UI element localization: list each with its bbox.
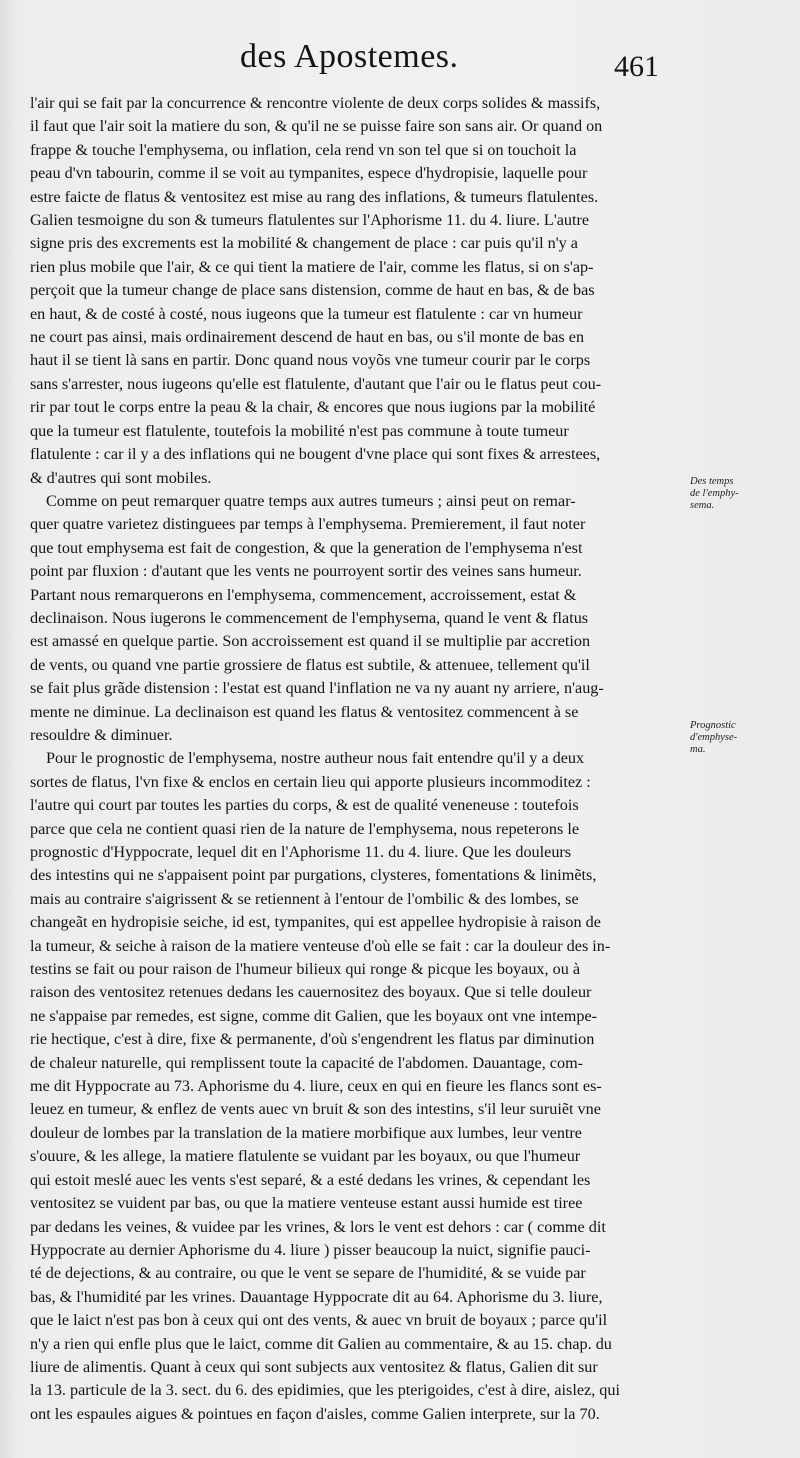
margin-note-line: sema. <box>690 500 715 511</box>
margin-note-line: de l'emphy- <box>690 488 739 499</box>
text-line: l'autre qui court par toutes les parties du corps, & est de qualité veneneuse : toutefois <box>30 796 579 815</box>
text-line: testins se fait ou pour raison de l'humeur bilieux qui ronge & picque les boyaux, ou à <box>30 960 581 979</box>
text-line: té de dejections, & au contraire, ou que le vent se separe de l'humidité, & se vuide par <box>30 1264 586 1283</box>
text-line: sortes de flatus, l'vn fixe & enclos en certain lieu qui apporte plusieurs incommoditez : <box>30 772 591 791</box>
text-line: Partant nous remarquerons en l'emphysema, commencement, accroissement, estat & <box>30 585 577 604</box>
paragraph <box>30 747 685 1426</box>
margin-note-line: Prognostic <box>690 720 736 731</box>
margin-note-line: Des temps <box>690 476 734 487</box>
text-line: mente ne diminue. La declinaison est quand les flatus & ventositez commencent à se <box>30 702 579 721</box>
text-line: de vents, ou quand vne partie grossiere de flatus est subtile, & attenuee, tellement qu'il <box>30 655 590 674</box>
text-line: que tout emphysema est fait de congestion, & que la generation de l'emphysema n'est <box>30 538 583 557</box>
body-text <box>30 92 685 1426</box>
text-line: l'air qui se fait par la concurrence & rencontre violente de deux corps solides & massifs, <box>30 94 601 112</box>
text-line: que la tumeur est flatulente, toutefois la mobilité n'est pas commune à toute tumeur <box>30 421 569 440</box>
text-line: que le laict n'est pas bon à ceux qui ont des vents, & auec vn bruit de boyaux ; parce qu'il <box>30 1311 608 1330</box>
page-number: 461 <box>614 50 659 83</box>
text-line: Galien tesmoigne du son & tumeurs flatulentes sur l'Aphorisme 11. du 4. liure. L'autre <box>30 211 590 230</box>
paragraph <box>30 490 685 747</box>
text-line: leuez en tumeur, & enflez de vents auec vn bruit & son des intestins, s'il leur suruiẽt vne <box>30 1100 601 1119</box>
text-line: ne s'appaise par remedes, est signe, comme dit Galien, que les boyaux ont vne intempe- <box>30 1006 598 1025</box>
margin-note-temps <box>690 476 798 512</box>
text-line: rien plus mobile que l'air, & ce qui tient la matiere de l'air, comme les flatus, si on s'ap- <box>30 257 594 276</box>
text-line: qui estoit meslé auec les vents s'est separé, & a esté dedans les vrines, & cependant les <box>30 1170 591 1189</box>
text-line: & d'autres qui sont mobiles. <box>30 468 212 487</box>
text-line: n'y a rien qui enfle plus que le laict, comme dit Galien au commentaire, & au 15. chap. du <box>30 1334 612 1353</box>
text-line: par dedans les veines, & vuidee par les vrines, & lors le vent est dehors : car ( comme dit <box>30 1217 606 1236</box>
margin-note-line: ma. <box>690 744 706 755</box>
text-line: se fait plus grãde distension : l'estat est quand l'inflation ne va ny auant ny arriere, n'aug- <box>30 679 604 698</box>
text-line: signe pris des excrements est la mobilité & changement de place : car puis qu'il n'y a <box>30 234 578 253</box>
text-line: point par fluxion : d'autant que les vents ne pourroyent sortir des veines sans humeur. <box>30 562 582 581</box>
paragraph <box>30 92 685 490</box>
text-line: raison des ventositez retenues dedans les cauernositez des boyaux. Que si telle douleur <box>30 983 592 1002</box>
margin-note-prognostic <box>690 720 798 756</box>
text-line: frappe & touche l'emphysema, ou inflation, cela rend vn son tel que si on touchoit la <box>30 140 577 159</box>
text-line: resouldre & diminuer. <box>30 725 173 744</box>
text-line: mais au contraire s'aigrissent & se retiennent à l'entour de l'ombilic & des lombes, se <box>30 889 579 908</box>
text-line: s'ouure, & les allege, la matiere flatulente se vuidant par les boyaux, ou que l'humeur <box>30 1147 581 1166</box>
text-line: ont les espaules aigues & pointues en façon d'aisles, comme Galien interprete, sur la 70. <box>30 1404 600 1423</box>
text-line: la tumeur, & seiche à raison de la matiere venteuse d'où elle se fait : car la douleur des in- <box>30 936 611 955</box>
text-line: perçoit que la tumeur change de place sans distension, comme de haut en bas, & de bas <box>30 281 595 300</box>
text-line: ne court pas ainsi, mais ordinairement descend de haut en bas, ou s'il monte de bas en <box>30 328 585 347</box>
text-line: de chaleur naturelle, qui remplissent toute la capacité de l'abdomen. Dauantage, com- <box>30 1053 584 1072</box>
text-line: rie hectique, c'est à dire, fixe & permanente, d'où s'engendrent les flatus par diminution <box>30 1030 595 1049</box>
text-line: rir par tout le corps entre la peau & la chair, & encores que nous iugions par la mobilité <box>30 398 596 417</box>
text-line: estre faicte de flatus & ventositez est mise au rang des inflations, & tumeurs flatulentes. <box>30 187 599 206</box>
text-line: parce que cela ne contient quasi rien de la nature de l'emphysema, nous repeterons le <box>30 819 580 838</box>
text-line: il faut que l'air soit la matiere du son, & qu'il ne se puisse faire son sans air. Or quand on <box>30 117 603 136</box>
text-line: quer quatre varietez distinguees par temps à l'emphysema. Premierement, il faut noter <box>30 515 586 534</box>
text-line: ventositez se vuident par bas, ou que la matiere venteuse estant aussi humide est tiree <box>30 1194 583 1213</box>
text-line: des intestins qui ne s'appaisent point par purgations, clysteres, fomentations & linimẽts, <box>30 866 597 885</box>
text-line: Hyppocrate au dernier Aphorisme du 4. liure ) pisser beaucoup la nuict, signifie pauci- <box>30 1240 591 1259</box>
page-header <box>240 38 710 88</box>
text-line: changeãt en hydropisie seiche, id est, tympanites, qui est appellee hydropisie à raison de <box>30 913 601 932</box>
text-line: est amassé en quelque partie. Son accroissement est quand il se multiplie par accretion <box>30 632 591 651</box>
text-line: liure de alimentis. Quant à ceux qui sont subjects aux ventositez & flatus, Galien dit sur <box>30 1357 598 1376</box>
text-line: prognostic d'Hyppocrate, lequel dit en l'Aphorisme 11. du 4. liure. Que les douleurs <box>30 843 572 861</box>
margin-note-line: d'emphyse- <box>690 732 738 743</box>
text-line: haut il se tient là sans en partir. Donc quand nous voyõs vne tumeur courir par le corps <box>30 351 591 370</box>
text-line: me dit Hyppocrate au 73. Aphorisme du 4. liure, ceux en qui en fieure les flancs sont es- <box>30 1077 602 1096</box>
text-line: Comme on peut remarquer quatre temps aux autres tumeurs ; ainsi peut on remar- <box>46 491 576 510</box>
text-line: la 13. particule de la 3. sect. du 6. des epidimies, que les pterigoides, c'est à dire, aislez, qui <box>30 1381 620 1400</box>
text-line: sans s'arrester, nous iugeons qu'elle est flatulente, d'autant que l'air ou le flatus peut cou- <box>30 374 602 393</box>
text-line: Pour le prognostic de l'emphysema, nostre autheur nous fait entendre qu'il y a deux <box>46 749 585 768</box>
text-line: peau d'vn tabourin, comme il se voit au tympanites, espece d'hydropisie, laquelle pour <box>30 164 588 183</box>
text-line: en haut, & de costé à costé, nous iugeons que la tumeur est flatulente : car vn humeur <box>30 304 583 323</box>
text-line: douleur de lombes par la translation de la matiere morbifique aux lumbes, leur ventre <box>30 1123 582 1142</box>
running-title: des Apostemes. <box>240 38 459 75</box>
text-line: bas, & l'humidité par les vrines. Dauantage Hyppocrate dit au 64. Aphorisme du 3. liure, <box>30 1287 603 1306</box>
text-line: declinaison. Nous iugerons le commencement de l'emphysema, quand le vent & flatus <box>30 608 589 627</box>
text-line: flatulente : car il y a des inflations qui ne bougent d'vne place qui sont fixes & arrestees, <box>30 445 601 464</box>
